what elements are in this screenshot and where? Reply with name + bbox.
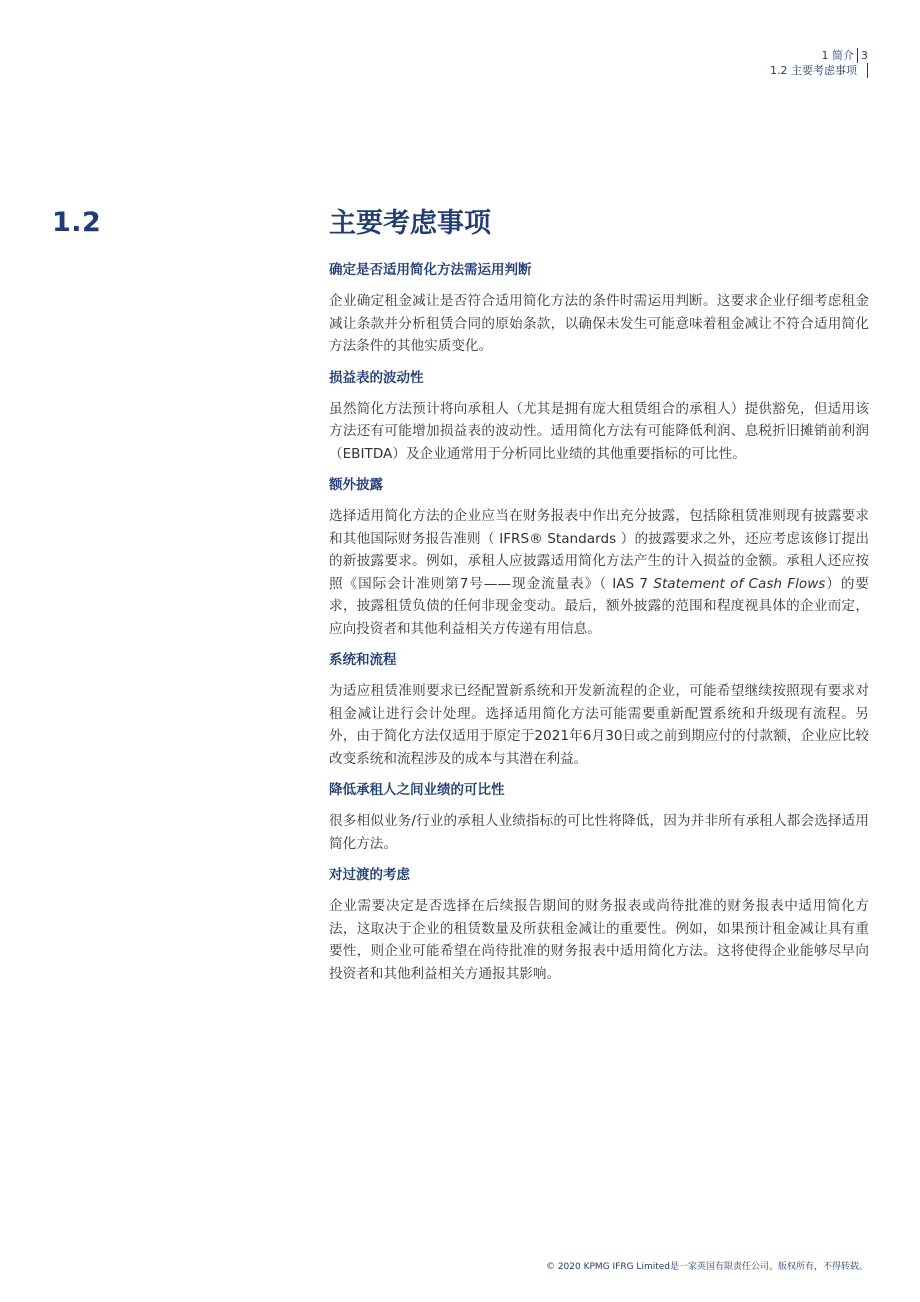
paragraph-systems: 为适应租赁准则要求已经配置新系统和开发新流程的企业，可能希望继续按照现有要求对租金减让进行会计处理。选择适用简化方法可能需要重新配置系统和升级现有流程。另外，由于简化方法仅适用于原定于2021年6月30日或之前到期应付的付款额，企业应比较改变系统和流程涉及的成本与其潜在利益。	[329, 683, 869, 767]
disclosure-text-part1: 选择适用简化方法的企业应当在财务报表中作出充分披露，包括除租赁准则现有披露要求和其他国际财务报告准则（ IFRS® Standards ）的披露要求之外，还应考虑该修订提出的新披露要求。例如，承租人应披露适用简化方法产生的计入损益的金额。承租人还应按照《国际会计准则第7号——现金流量表》（ IAS 7	[329, 508, 869, 592]
paragraph-volatility: 虽然简化方法预计将向承租人（尤其是拥有庞大租赁组合的承租人）提供豁免，但适用该方法还有可能增加损益表的波动性。适用简化方法有可能降低利润、息税折旧摊销前利润（EBITDA）及企业通常用于分析同比业绩的其他重要指标的可比性。	[329, 400, 869, 462]
page-number: 3	[857, 48, 868, 63]
disclosure-text-italic: Statement of Cash Flows	[653, 575, 826, 592]
section-number: 1.2	[52, 207, 102, 238]
section-title: 主要考虑事项	[329, 208, 491, 239]
header-chapter-row	[770, 48, 868, 63]
paragraph-disclosure	[329, 505, 869, 640]
subheading-disclosure: 额外披露	[329, 477, 383, 493]
running-header	[770, 48, 868, 78]
subheading-transition: 对过渡的考虑	[329, 867, 410, 883]
subheading-comparability: 降低承租人之间业绩的可比性	[329, 782, 505, 798]
paragraph-comparability: 很多相似业务/行业的承租人业绩指标的可比性将降低，因为并非所有承租人都会选择适用简化方法。	[329, 813, 869, 852]
disclosure-text-part2: ）的要求，披露租赁负债的任何非现金变动。最后，额外披露的范围和程度视具体的企业而定，应向投资者和其他利益相关方传递有用信息。	[329, 575, 870, 637]
header-chapter: 1 简介	[821, 49, 854, 62]
footer-copyright: © 2020 KPMG IFRG Limited是一家英国有限责任公司。版权所有，不得转载。	[545, 1262, 868, 1272]
subheading-judgement: 确定是否适用简化方法需运用判断	[329, 262, 532, 278]
paragraph-transition: 企业需要决定是否选择在后续报告期间的财务报表或尚待批准的财务报表中适用简化方法，这取决于企业的租赁数量及所获租金减让的重要性。例如，如果预计租金减让具有重要性，则企业可能希望在尚待批准的财务报表中适用简化方法。这将使得企业能够尽早向投资者和其他利益相关方通报其影响。	[329, 898, 869, 982]
paragraph-judgement: 企业确定租金减让是否符合适用简化方法的条件时需运用判断。这要求企业仔细考虑租金减让条款并分析租赁合同的原始条款，以确保未发生可能意味着租金减让不符合适用简化方法条件的其他实质变化。	[329, 293, 869, 354]
subheading-systems: 系统和流程	[329, 652, 397, 668]
subheading-volatility: 损益表的波动性	[329, 369, 424, 386]
main-content	[329, 205, 869, 995]
header-section: 1.2 主要考虑事项	[770, 63, 868, 78]
